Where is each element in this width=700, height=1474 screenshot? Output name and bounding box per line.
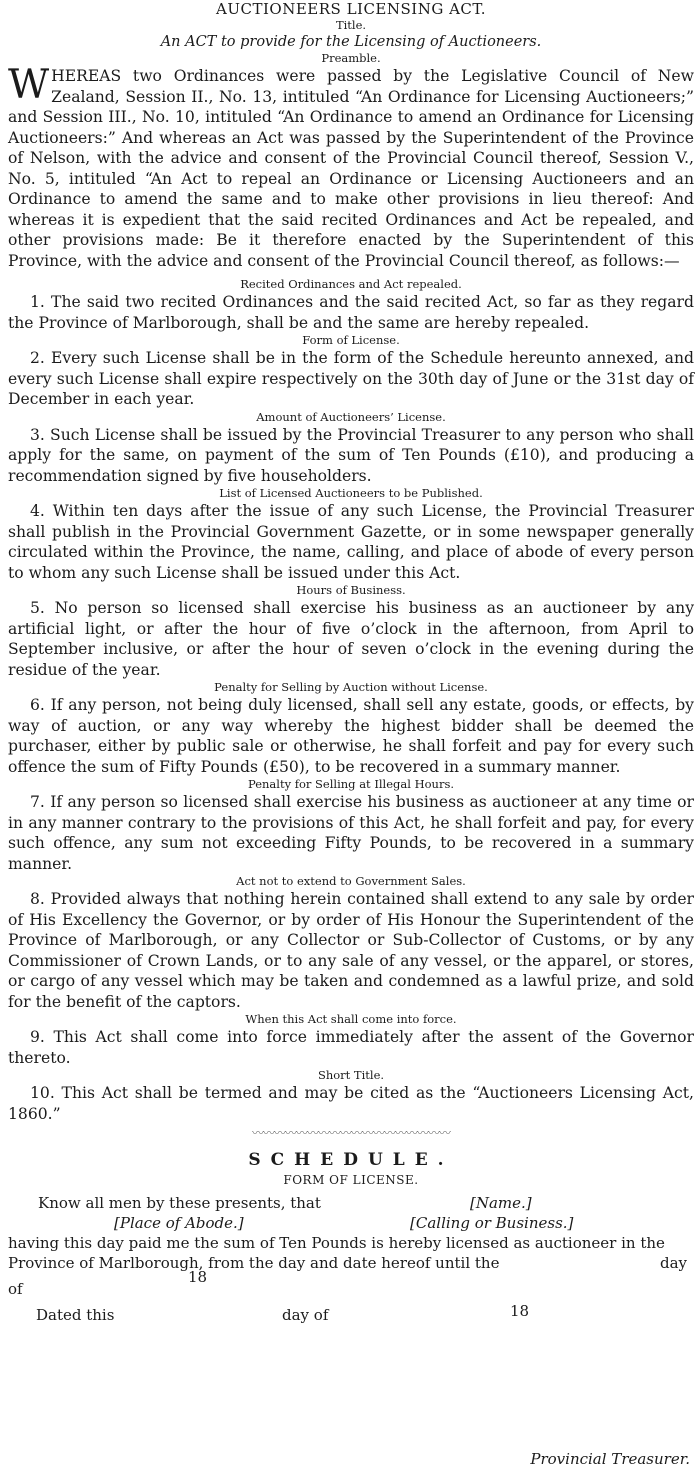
section-note: Short Title. [317, 1068, 385, 1082]
form-line-1 [8, 1194, 694, 1214]
section-8 [8, 874, 694, 1012]
section-text: 4. Within ten days after the issue of any such License, the Provincial Treasurer shall publish in the Provincial Government Gazette, or in some newspaper generally circulated within the Province, the name, calling, and place of abode of every person to whom any such License shall be issued under this Act. [8, 502, 694, 582]
section-3 [8, 410, 694, 487]
treasurer-signature-line: Provincial Treasurer. [530, 1450, 690, 1468]
section-text: 3. Such License shall be issued by the Provincial Treasurer to any person who shall apply for the same, on payment of the sum of Ten Pounds (£10), and producing a recommendation signed by five householders. [8, 425, 694, 485]
form-license-text: having this day paid me the sum of Ten Pounds is hereby licensed as auctioneer in the [8, 1234, 665, 1252]
section-5 [8, 583, 694, 680]
preamble-side-note: Preamble. [321, 51, 381, 65]
section-note: When this Act shall come into force. [245, 1012, 457, 1026]
wavy-rule-divider: 〰〰〰〰〰〰〰〰〰〰〰〰〰〰〰〰〰〰 [251, 1126, 450, 1140]
section-note: Act not to extend to Government Sales. [236, 874, 466, 888]
section-text: 9. This Act shall come into force immediately after the assent of the Governor thereto. [8, 1028, 694, 1067]
form-province-text: Province of Marlborough, from the day and date hereof until the [8, 1254, 500, 1272]
schedule-title: SCHEDULE. [248, 1150, 454, 1170]
preamble-text: HEREAS two Ordinances were passed by the Legislative Council of New Zealand, Session II., No. 13, intituled “An Ordinance for Licensing Auctioneers;” and Session III., No. 10, intituled “An Ordinance to amend an Ordinance for Licensing Auctioneers:” And whereas an Act was passed by the Superintendent of the Province of Nelson, with the advice and consent of the Provincial Council thereof, Session V., No. 5, intituled “An Act to repeal an Ordinance or Licensing Auctioneers and an Ordinance to amend the same and to make other provisions in lieu thereof: And whereas it is expedient that the said recited Ordinances and Act be repealed, and other provisions made: Be it therefore enacted by the Superintendent of this Province, with the advice and consent of the Provincial Council thereof, as follows:— [8, 67, 694, 270]
title-side-note: Title. [335, 18, 367, 32]
section-1 [8, 277, 694, 333]
calling-placeholder: [Calling or Business.] [410, 1214, 574, 1232]
section-text: 1. The said two recited Ordinances and the said recited Act, so far as they regard the Province of Marlborough, shall be and the same are hereby repealed. [8, 293, 694, 332]
form-line-2 [8, 1214, 694, 1234]
act-heading: AUCTIONEERS LICENSING ACT. [216, 0, 486, 18]
dated-this-text: Dated this [36, 1306, 115, 1324]
section-note: List of Licensed Auctioneers to be Published. [219, 486, 483, 500]
section-10 [8, 1068, 694, 1124]
long-title: An ACT to provide for the Licensing of Auctioneers. [160, 34, 542, 50]
section-text: 7. If any person so licensed shall exercise his business as auctioneer at any time or in any manner contrary to the provisions of this Act, he shall forfeit and pay, for every such offence, any sum not exceeding Fifty Pounds, to be recovered in a summary manner. [8, 793, 694, 873]
form-line-3 [8, 1234, 694, 1254]
form-year-prefix: 18 [188, 1268, 208, 1286]
section-6 [8, 680, 694, 777]
form-line-4 [8, 1254, 694, 1274]
section-4 [8, 486, 694, 583]
name-placeholder: [Name.] [470, 1194, 532, 1212]
section-9 [8, 1012, 694, 1068]
form-intro-text: Know all men by these presents, that [38, 1194, 321, 1212]
section-text: 6. If any person, not being duly licensed, shall sell any estate, goods, or effects, by way of auction, or any way whereby the highest bidder shall be deemed the purchaser, either by public sale or otherwise, he shall forfeit and pay for every such offence the sum of Fifty Pounds (£50), to be recovered in a summary manner. [8, 696, 694, 776]
form-of-word: of [8, 1280, 23, 1298]
section-7 [8, 777, 694, 874]
form-dated-line [8, 1302, 694, 1326]
section-note: Amount of Auctioneers’ License. [256, 409, 446, 424]
section-text: 10. This Act shall be termed and may be cited as the “Auctioneers Licensing Act, 1860.” [8, 1084, 694, 1123]
preamble-drop-cap: W [8, 62, 50, 108]
dated-year-prefix: 18 [510, 1302, 530, 1320]
form-of-license-title: FORM OF LICENSE. [283, 1173, 419, 1187]
section-note: Recited Ordinances and Act repealed. [240, 277, 462, 291]
section-text: 8. Provided always that nothing herein contained shall extend to any sale by order of His Excellency the Governor, or by order of His Honour the Superintendent of the Province of Marlborough, or any Collector or Sub-Collector of Customs, or by any Commissioner of Crown Lands, or to any sale of any vessel, or the apparel, or stores, or cargo of any vessel which may be taken and condemned as a lawful prize, and sold for the benefit of the captors. [8, 890, 694, 1011]
dated-day-of-text: day of [282, 1306, 329, 1324]
license-form [8, 1194, 694, 1326]
section-note: Hours of Business. [296, 583, 406, 597]
form-line-5 [8, 1280, 694, 1304]
section-text: 2. Every such License shall be in the form of the Schedule hereunto annexed, and every such License shall expire respectively on the 30th day of June or the 31st day of December in each year. [8, 349, 694, 408]
form-line-5-year [8, 1268, 694, 1288]
section-note: Form of License. [302, 333, 400, 347]
form-day-word: day [660, 1254, 688, 1272]
section-note: Penalty for Selling by Auction without License. [214, 680, 488, 694]
section-text: 5. No person so licensed shall exercise his business as an auctioneer by any artificial light, or after the hour of five o’clock in the afternoon, from April to September inclusive, or after the hour of seven o’clock in the evening during the residue of the year. [8, 599, 694, 679]
preamble [8, 62, 694, 271]
section-note: Penalty for Selling at Illegal Hours. [247, 777, 455, 791]
section-2 [8, 333, 694, 410]
document-page [0, 1, 700, 1474]
abode-placeholder: [Place of Abode.] [114, 1214, 244, 1232]
